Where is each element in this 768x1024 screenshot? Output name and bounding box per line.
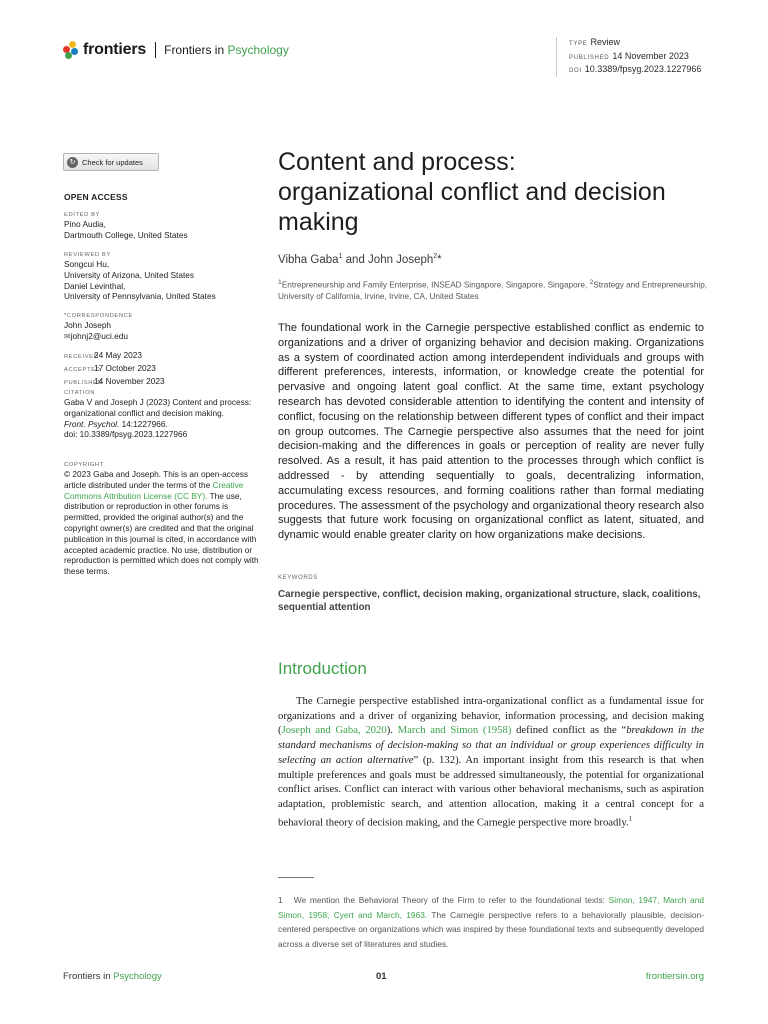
- refresh-icon: ↻: [67, 157, 78, 168]
- editor-affiliation: Dartmouth College, United States: [64, 229, 188, 240]
- abstract: The foundational work in the Carnegie perspective established conflict as endemic to organizations and a driver of organizing behavior and decision making. Organizations as a system of coordinated action among interdependent individuals and groups with different preferences, interests, information, or knowledge create the potential for pervasive and ongoing latent goal conflict. At the same time, extant psychology research has devoted considerable attention to identifying the content and intensity of conflict, focusing on the relationship between different types of conflict and their impact on group outcomes. The Carnegie perspective also assumes that the need for joint decision-making and the differences in goals or perception of reality are never fully resolved. As a result, it has paid attention to the processes through which conflict is addressed - by attending sequentially to goals, decentralizing information, accumulating excess resources, and forming coalitions rather than formal mediating procedures. The assessment of the psychology and organizational theory research also suggests that future work focusing on organizational conflict as latent, situated, and dynamic would enable greater clarity on how organizations make decisions.: [278, 322, 704, 542]
- header-divider: [155, 42, 156, 58]
- editor-name: Pino Audia,: [64, 219, 106, 229]
- keywords: Carnegie perspective, conflict, decision making, organizational structure, slack, coalitions, sequential attention: [278, 589, 701, 613]
- open-access-label: OPEN ACCESS: [64, 192, 128, 202]
- intro-paragraph: The Carnegie perspective established intra-organizational conflict as a fundamental issue for organizations and a driver of organizing behavior, information processing, and decision making (Joseph and Gaba, 2020). March and Simon (1958) defined conflict as the “breakdown in the standard mechanisms of decision-making so that an individual or group experiences difficulty in selecting an action alternative” (p. 132). An important insight from this research is that when multiple preferences and goals must be addressed simultaneously, the potential for organizational conflict arises. Conflict can interact with various other behavioral mechanisms, such as aspiration adaptation, problemistic search, and attention allocation, making it a central concept for a behavioral theory of decision making, and the Carnegie perspective more broadly.$^1$: [278, 695, 705, 829]
- footnote-marker[interactable]: 1: [628, 814, 633, 823]
- reference-link[interactable]: Joseph and Gaba, 2020: [281, 724, 387, 737]
- footer-site-link[interactable]: frontiersin.org: [645, 971, 704, 982]
- author-name[interactable]: Vibha Gaba: [278, 253, 339, 266]
- authors: Vibha Gaba$^1$ and John Joseph$^2$*: [278, 253, 442, 266]
- affiliations: $^1$Entrepreneurship and Family Enterprise, INSEAD Singapore, Singapore, Singapore, $^2$Strategy and Entrepreneurship, University of California, Irvine, Irvine, CA, United States: [278, 279, 708, 302]
- footnote-divider: [278, 877, 314, 878]
- reviewed-by: REVIEWED BY Songcui Hu, University of Arizona, United States Daniel Levinthal, University of Pennsylvania, United States: [64, 252, 216, 302]
- citation-doi[interactable]: doi: 10.3389/fpsyg.2023.1227966: [64, 429, 188, 440]
- published-date: 14 November 2023: [612, 50, 689, 61]
- cc-license-link[interactable]: Creative Commons Attribution License (CC BY).: [64, 479, 244, 501]
- article-meta: TYPE Review PUBLISHED 14 November 2023 DOI 10.3389/fpsyg.2023.1227966: [556, 37, 701, 77]
- correspondence: *CORRESPONDENCE John Joseph ✉johnj2@uci.edu: [64, 312, 264, 343]
- footer-journal: Frontiers in Psychology: [63, 971, 162, 982]
- mail-icon: ✉: [64, 331, 71, 341]
- email-link[interactable]: ✉johnj2@uci.edu: [64, 330, 129, 341]
- edited-by: EDITED BY Pino Audia, Dartmouth College, United States: [64, 211, 264, 241]
- brand-name[interactable]: frontiers: [83, 41, 147, 58]
- citation: CITATION Gaba V and Joseph J (2023) Content and process: organizational conflict and decision making. Front. Psychol. 14:1227966. doi: 10.3389/fpsyg.2023.1227966: [64, 389, 260, 440]
- article-type: Review: [590, 37, 620, 47]
- page-number: 01: [376, 971, 387, 982]
- keywords-label: KEYWORDS: [278, 575, 318, 581]
- article-title: Content and process: organizational conflict and decision making: [278, 148, 666, 236]
- author-name[interactable]: John Joseph: [368, 253, 434, 266]
- section-heading: Introduction: [278, 659, 367, 678]
- footnote-references[interactable]: Simon, 1947, March and Simon, 1958; Cyert and March, 1963.: [278, 895, 705, 920]
- journal-header: [63, 41, 289, 59]
- journal-title[interactable]: Frontiers in Psychology: [164, 43, 289, 57]
- reference-link[interactable]: March and Simon (1958): [397, 724, 512, 737]
- doi[interactable]: 10.3389/fpsyg.2023.1227966: [584, 64, 702, 74]
- copyright: COPYRIGHT © 2023 Gaba and Joseph. This is an open-access article distributed under the terms of the Creative Commons Attribution License (CC BY). The use, distribution or reproduction in other forums is permitted, provided the original author(s) and the copyright owner(s) are credited and that the original publication in this journal is cited, in accordance with accepted academic practice. No use, distribution or reproduction is permitted which does not comply with these terms.: [64, 462, 259, 577]
- footnote: 1 We mention the Behavioral Theory of the Firm to refer to the foundational texts: Simon, 1947, March and Simon, 1958; Cyert and March, 1963. The Carnegie perspective refers to a behaviorally plausible, decision-centered perspective on organizations which was inspired by these foundational texts and subsequently developed across a diverse set of literatures and studies.: [278, 895, 705, 949]
- check-for-updates-button[interactable]: ↻ Check for updates: [63, 153, 159, 171]
- frontiers-logo-icon: [63, 41, 79, 59]
- dates: RECEIVED24 May 2023 ACCEPTED17 October 2023 PUBLISHED14 November 2023: [64, 350, 165, 386]
